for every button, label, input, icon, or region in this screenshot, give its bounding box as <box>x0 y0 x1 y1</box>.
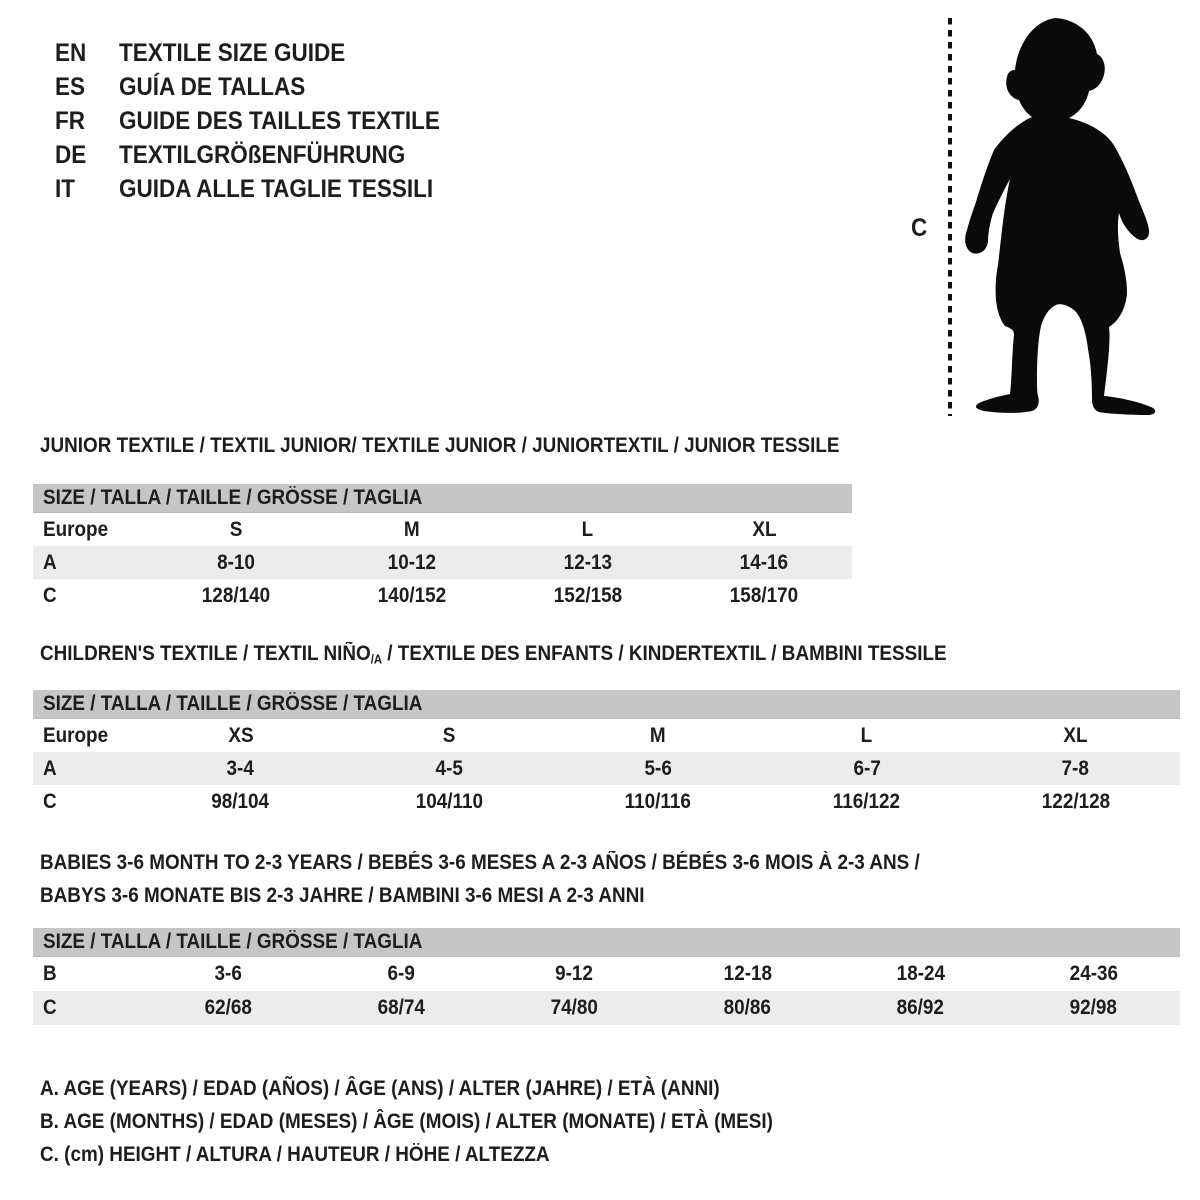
table-row <box>33 546 852 579</box>
table-row <box>33 752 1180 785</box>
value-cell: 6-7 <box>853 756 881 780</box>
value-cell: 116/122 <box>833 789 901 813</box>
nino-a-subscript: /A <box>370 652 383 667</box>
value-cell: 6-9 <box>387 962 416 985</box>
size-header-bar: SIZE / TALLA / TAILLE / GRÖSSE / TAGLIA <box>33 484 852 513</box>
value-cell: 86/92 <box>896 996 945 1019</box>
value-cell: 18-24 <box>896 962 945 985</box>
height-measure-dashed-line <box>946 18 954 416</box>
row-label: A <box>43 756 57 780</box>
value-cell: 158/170 <box>729 583 799 607</box>
value-cell: 12-18 <box>723 962 772 985</box>
row-label: C <box>43 789 57 813</box>
size-header-bar: SIZE / TALLA / TAILLE / GRÖSSE / TAGLIA <box>33 928 1180 957</box>
size-cell: XL <box>751 517 777 541</box>
value-cell: 74/80 <box>550 996 599 1019</box>
language-code: FR <box>55 107 85 135</box>
legend-line-b: B. AGE (MONTHS) / EDAD (MESES) / ÂGE (MOIS) / ALTER (MONATE) / ETÀ (MESI) <box>40 1110 773 1133</box>
language-row-en <box>55 36 476 70</box>
value-cell: 5-6 <box>644 756 672 780</box>
size-header-bar: SIZE / TALLA / TAILLE / GRÖSSE / TAGLIA <box>33 690 1180 719</box>
value-cell: 24-36 <box>1069 962 1118 985</box>
row-label: A <box>43 550 57 574</box>
footer-legend <box>40 1072 854 1171</box>
language-row-fr <box>55 104 476 138</box>
size-cell: S <box>229 517 243 541</box>
value-cell: 152/158 <box>553 583 623 607</box>
babies-size-table <box>33 928 1180 1025</box>
value-cell: 98/104 <box>211 789 270 813</box>
value-cell: 4-5 <box>435 756 463 780</box>
value-cell: 8-10 <box>216 550 255 574</box>
value-cell: 3-6 <box>214 962 243 985</box>
table-row <box>33 785 1180 818</box>
table-row <box>33 991 1180 1025</box>
toddler-silhouette-icon <box>958 16 1160 416</box>
table-row <box>33 579 852 612</box>
babies-section-title: BABIES 3-6 MONTH TO 2-3 YEARS / BEBÉS 3-6 MESES A 2-3 AÑOS / BÉBÉS 3-6 MOIS À 2-3 ANS / BABYS 3-6 MONATE BIS 2-3 JAHRE / BAMBINI 3-6 MESI A 2-3 ANNI <box>40 851 920 907</box>
row-label: C <box>43 583 57 607</box>
legend-line-c: C. (cm) HEIGHT / ALTURA / HAUTEUR / HÖHE / ALTEZZA <box>40 1143 550 1166</box>
language-code: IT <box>55 175 75 203</box>
measure-label-c: C <box>911 214 928 242</box>
value-cell: 7-8 <box>1061 756 1090 780</box>
row-label: B <box>43 962 57 985</box>
children-size-table <box>33 690 1180 818</box>
children-section-title: CHILDREN'S TEXTILE / TEXTIL $NIÑO_{/A}$ / TEXTILE DES ENFANTS / KINDERTEXTIL / BAMBINI TESSILE <box>40 642 947 667</box>
junior-section-title: JUNIOR TEXTILE / TEXTIL JUNIOR/ TEXTILE JUNIOR / JUNIORTEXTIL / JUNIOR TESSILE <box>40 434 840 457</box>
size-cell: XL <box>1063 723 1088 747</box>
value-cell: 9-12 <box>555 962 594 985</box>
value-cell: 80/86 <box>723 996 772 1019</box>
value-cell: 128/140 <box>201 583 270 607</box>
language-label: TEXTILGRÖßENFÜHRUNG <box>119 141 406 169</box>
value-cell: 12-13 <box>563 550 613 574</box>
size-cell: S <box>443 723 456 747</box>
language-code: EN <box>55 39 87 67</box>
language-label: GUÍA DE TALLAS <box>119 73 306 101</box>
language-row-es <box>55 70 476 104</box>
table-row <box>33 719 1180 752</box>
language-row-it <box>55 172 476 206</box>
row-label: Europe <box>43 723 109 747</box>
size-cell: M <box>403 517 420 541</box>
value-cell: 3-4 <box>226 756 255 780</box>
value-cell: 110/116 <box>624 789 692 813</box>
table-row <box>33 513 852 546</box>
language-list <box>55 36 476 206</box>
junior-size-table <box>33 484 852 612</box>
language-label: GUIDA ALLE TAGLIE TESSILI <box>119 175 434 203</box>
table-row <box>33 957 1180 991</box>
row-label: C <box>43 996 57 1019</box>
value-cell: 68/74 <box>377 996 426 1019</box>
size-cell: L <box>861 723 873 747</box>
value-cell: 104/110 <box>415 789 483 813</box>
language-row-de <box>55 138 476 172</box>
value-cell: 122/128 <box>1041 789 1110 813</box>
row-label: Europe <box>43 517 109 541</box>
language-code: ES <box>55 73 86 101</box>
size-cell: XS <box>227 723 254 747</box>
size-cell: M <box>650 723 666 747</box>
value-cell: 14-16 <box>739 550 789 574</box>
value-cell: 62/68 <box>204 996 253 1019</box>
size-cell: L <box>582 517 594 541</box>
value-cell: 92/98 <box>1069 996 1118 1019</box>
value-cell: 140/152 <box>377 583 446 607</box>
language-label: TEXTILE SIZE GUIDE <box>119 39 346 67</box>
value-cell: 10-12 <box>387 550 436 574</box>
language-code: DE <box>55 141 87 169</box>
legend-line-a: A. AGE (YEARS) / EDAD (AÑOS) / ÂGE (ANS) / ALTER (JAHRE) / ETÀ (ANNI) <box>40 1077 720 1100</box>
language-label: GUIDE DES TAILLES TEXTILE <box>119 107 440 135</box>
